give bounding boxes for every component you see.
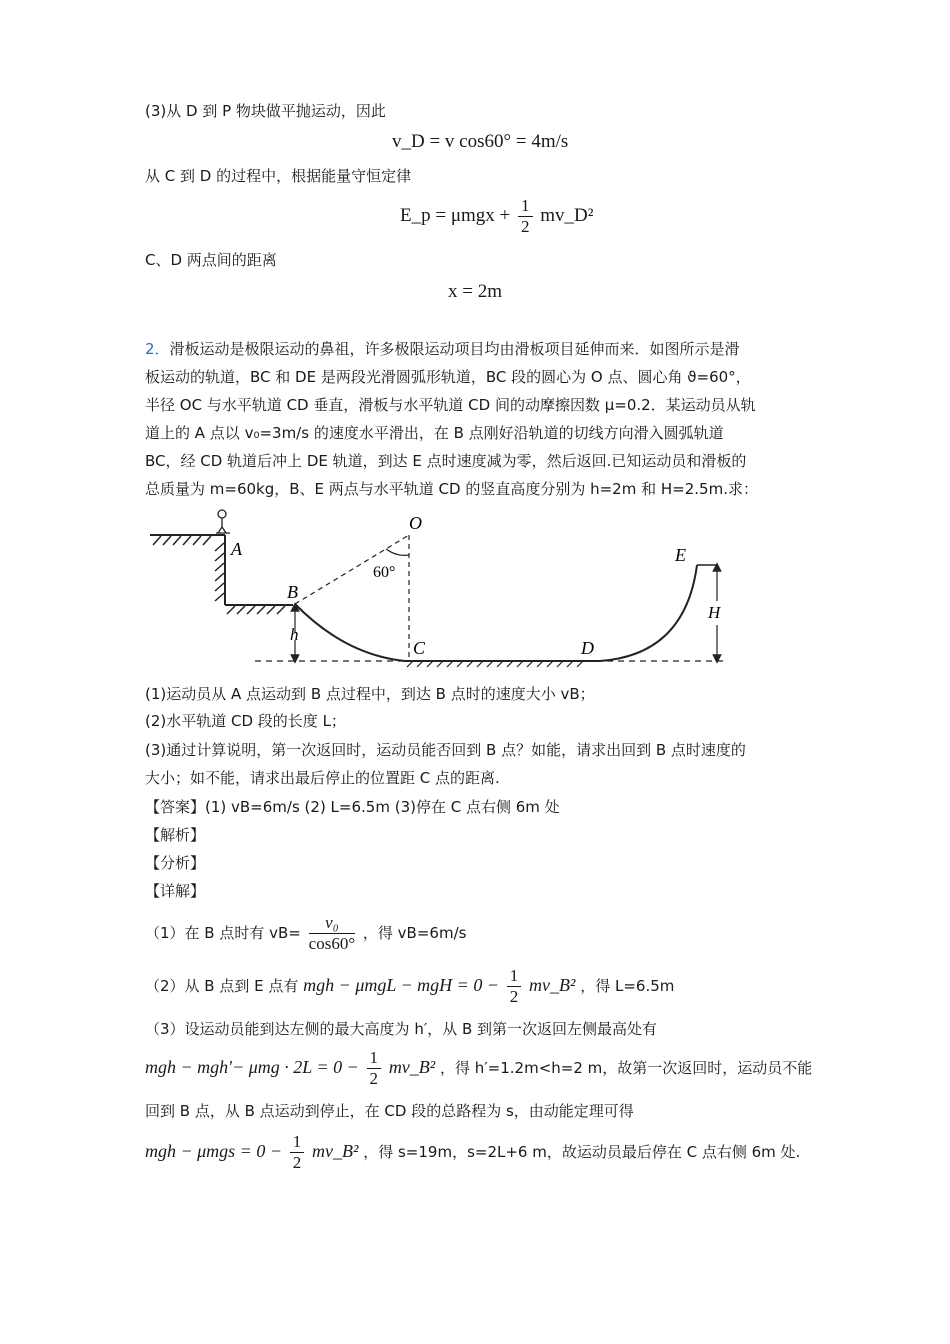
- label-h: h: [290, 625, 299, 644]
- answer-line: 【答案】(1) vB=6m/s (2) L=6.5m (3)停在 C 点右侧 6m 处: [145, 798, 560, 816]
- problem-line-5: BC，经 CD 轨道后冲上 DE 轨道，到达 E 点时速度减为零，然后返回.已知运动员和滑板的: [145, 452, 747, 470]
- question-3a: (3)通过计算说明，第一次返回时，运动员能否回到 B 点？如能，请求出回到 B 点时速度的: [145, 741, 746, 759]
- fraction-half: $\frac{1}{2}$: [507, 966, 522, 1007]
- fraction-half: $\frac{1}{2}$: [290, 1132, 305, 1173]
- label-e: E: [675, 545, 686, 565]
- step-text: ，得 L=6.5m: [580, 977, 675, 995]
- prev-equation-ep: [400, 196, 593, 237]
- hatching: [153, 536, 285, 614]
- solution-step-3-line2: [145, 1046, 812, 1089]
- label-o: O: [409, 513, 422, 533]
- eq-part: mv_D²: [540, 204, 594, 226]
- problem-line-3: 半径 OC 与水平轨道 CD 垂直，滑板与水平轨道 CD 间的动摩擦因数 μ=0.2．某运动员从轨: [145, 396, 756, 414]
- prev-equation-x: x = 2m: [448, 281, 502, 302]
- fenxi-heading: 【分析】: [145, 854, 206, 872]
- problem-line-1: [145, 339, 740, 359]
- xiangjie-heading: 【详解】: [145, 882, 206, 900]
- prev-text-2: 从 C 到 D 的过程中，根据能量守恒定律: [145, 167, 412, 185]
- label-H: H: [708, 603, 721, 622]
- step-text: （1）在 B 点时有 vB=: [145, 924, 301, 942]
- solution-step-1: [145, 912, 466, 954]
- prev-equation-vd: v_D = v cos60° = 4m/s: [392, 131, 569, 152]
- label-c: C: [413, 638, 426, 658]
- label-a: A: [231, 539, 242, 559]
- eq-part: E_p = μmgx +: [400, 204, 511, 226]
- fraction: $\frac{1}{2}$: [518, 196, 533, 237]
- label-b: B: [287, 582, 298, 602]
- fraction-v0-cos: $\frac{\text{v₀}}{\cos 60^\circ}$: [308, 913, 356, 953]
- problem-text: 滑板运动是极限运动的鼻祖，许多极限运动项目均由滑板项目延伸而来．如图所示是滑: [169, 340, 740, 358]
- skater-icon: [216, 510, 230, 533]
- label-angle: 60°: [373, 564, 396, 581]
- angle-arc: [386, 549, 409, 555]
- solution-step-2: [145, 964, 674, 1007]
- step-text: ，得 vB=6m/s: [362, 924, 467, 942]
- problem-line-4: 道上的 A 点以 v₀=3m/s 的速度水平滑出，在 B 点刚好沿轨道的切线方向滑入圆弧轨道: [145, 424, 724, 442]
- problem-line-2: 板运动的轨道，BC 和 DE 是两段光滑圆弧形轨道，BC 段的圆心为 O 点、圆心角 ϑ=60°，: [145, 368, 751, 386]
- solution-step-3-line3: 回到 B 点，从 B 点运动到停止，在 CD 段的总路程为 s，由动能定理可得: [145, 1102, 634, 1120]
- step-text: ，得 h′=1.2m<h=2 m，故第一次返回时，运动员不能: [439, 1059, 813, 1077]
- equation: mv_B²: [388, 1057, 436, 1077]
- question-number: 2．: [145, 340, 170, 358]
- prev-text-1: (3)从 D 到 P 物块做平抛运动，因此: [145, 102, 386, 120]
- step-text: （2）从 B 点到 E 点有: [145, 977, 299, 995]
- label-d: D: [581, 638, 594, 658]
- equation: mv_B²: [312, 1141, 359, 1161]
- jiexi-heading: 【解析】: [145, 826, 206, 844]
- track-diagram: [145, 505, 745, 675]
- problem-line-6: 总质量为 m=60kg，B、E 两点与水平轨道 CD 的竖直高度分别为 h=2m 和 H=2.5m.求：: [145, 480, 758, 498]
- fraction-half: $\frac{1}{2}$: [367, 1048, 382, 1089]
- question-1: (1)运动员从 A 点运动到 B 点过程中，到达 B 点时的速度大小 vB；: [145, 685, 595, 703]
- arc-bc: [295, 604, 405, 661]
- step-text: ，得 s=19m，s=2L+6 m，故运动员最后停在 C 点右侧 6m 处.: [363, 1143, 801, 1161]
- equation: mgh − mgh′− μmg · 2L = 0 −: [145, 1057, 359, 1077]
- question-2: (2)水平轨道 CD 段的长度 L；: [145, 712, 346, 730]
- solution-step-4: [145, 1130, 800, 1173]
- equation: mgh − μmgs = 0 −: [145, 1141, 282, 1161]
- prev-text-3: C、D 两点间的距离: [145, 251, 277, 269]
- arc-de: [600, 565, 697, 661]
- question-3b: 大小；如不能，请求出最后停止的位置距 C 点的距离.: [145, 769, 500, 787]
- solution-step-3-line1: （3）设运动员能到达左侧的最大高度为 h′，从 B 到第一次返回左侧最高处有: [145, 1020, 658, 1038]
- equation: mv_B²: [529, 975, 576, 995]
- equation: mgh − μmgL − mgH = 0 −: [303, 975, 499, 995]
